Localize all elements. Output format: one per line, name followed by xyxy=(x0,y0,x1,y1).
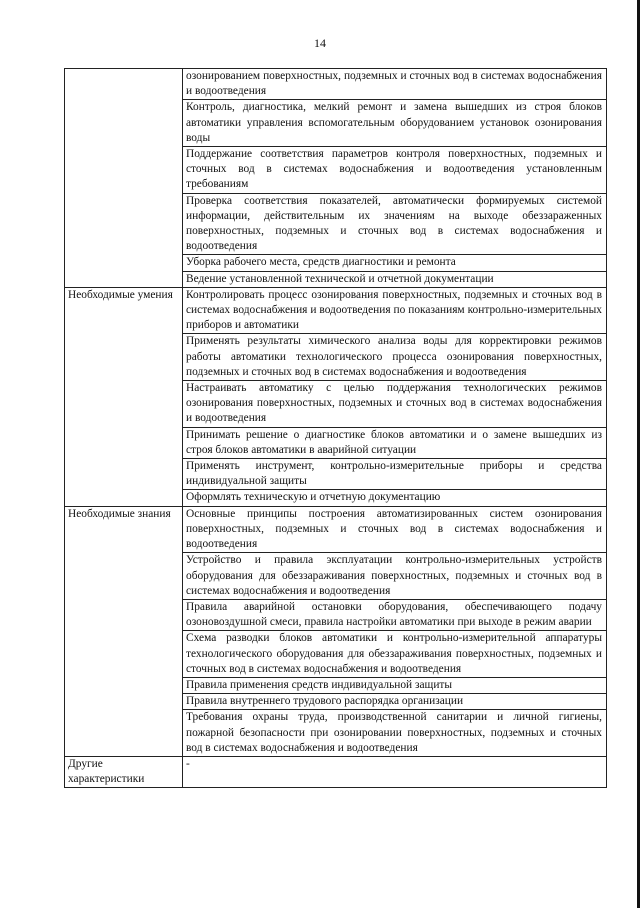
requirement-text: Ведение установленной технической и отчетной документации xyxy=(186,272,494,285)
requirement-text: Применять результаты химического анализа воды для корректировки режимов работы автоматики технологического процесса озонирования поверхностных, подземных и сточных вод в системах водоснабжения и водоотведения xyxy=(186,335,602,378)
section-label-cell xyxy=(65,506,183,756)
requirement-cell xyxy=(183,271,607,287)
requirement-text: Устройство и правила эксплуатации контрольно-измерительных устройств оборудования для обеззараживания поверхностных, подземных и сточных вод в системах водоснабжения и водоотведения xyxy=(186,554,602,597)
requirement-text: Настраивать автоматику с целью поддержания технологических режимов озонирования поверхностных, подземных и сточных вод в системах водоснабжения и водоотведения xyxy=(186,382,602,425)
requirement-text: - xyxy=(186,757,190,770)
requirement-cell xyxy=(183,506,607,553)
requirement-cell xyxy=(183,631,607,678)
requirement-cell xyxy=(183,756,607,787)
requirement-text: Поддержание соответствия параметров контроля поверхностных, подземных и сточных вод в системах водоснабжения и водоотведения установленным требованиям xyxy=(186,148,602,191)
requirement-cell xyxy=(183,381,607,428)
requirement-text: Оформлять техническую и отчетную документацию xyxy=(186,491,441,504)
section-label-cell xyxy=(65,287,183,506)
requirement-cell xyxy=(183,255,607,271)
table-row xyxy=(65,756,607,787)
requirement-cell xyxy=(183,334,607,381)
requirement-text: Схема разводки блоков автоматики и контрольно-измерительной аппаратуры технологического оборудования для обеззараживания поверхностных, подземных и сточных вод в системах водоснабжения и водоотведения xyxy=(186,632,602,675)
requirement-cell xyxy=(183,599,607,630)
requirement-cell xyxy=(183,694,607,710)
requirement-cell xyxy=(183,69,607,100)
requirement-cell xyxy=(183,710,607,757)
requirement-text: Проверка соответствия показателей, автоматически формируемых системой информации, действительным их значениям на выходе обеззараженных поверхностных, подземных и сточных вод в системах водоснабжения и водоотведения xyxy=(186,194,602,253)
requirement-text: Правила аварийной остановки оборудования, обеспечивающего подачу озоновоздушной смеси, правила настройки автоматики при выходе в режим аварии xyxy=(186,600,602,629)
requirement-text: Правила применения средств индивидуальной защиты xyxy=(186,678,453,691)
requirement-text: Контролировать процесс озонирования поверхностных, подземных и сточных вод в системах водоснабжения и водоотведения по показаниям контрольно-измерительных приборов и автоматики xyxy=(186,288,602,332)
requirement-cell xyxy=(183,193,607,255)
requirement-cell xyxy=(183,100,607,147)
requirement-text: озонированием поверхностных, подземных и сточных вод в системах водоснабжения и водоотведения xyxy=(186,70,602,98)
section-label: Другие характеристики xyxy=(68,757,145,786)
requirement-text: Требования охраны труда, производственной санитарии и личной гигиены, пожарной безопасности при озонировании поверхностных, подземных и сточных вод в системах водоснабжения и водоотведения xyxy=(186,711,602,754)
table-row xyxy=(65,287,607,334)
requirement-cell xyxy=(183,459,607,490)
requirement-text: Применять инструмент, контрольно-измерительные приборы и средства индивидуальной защиты xyxy=(186,460,602,488)
requirement-text: Основные принципы построения автоматизированных систем озонирования поверхностных, подземных и сточных вод в системах водоснабжения и водоотведения xyxy=(186,507,602,551)
requirement-cell xyxy=(183,553,607,600)
table-row xyxy=(65,506,607,553)
requirement-cell xyxy=(183,677,607,693)
requirement-text: Уборка рабочего места, средств диагностики и ремонта xyxy=(186,256,456,269)
requirement-text: Правила внутреннего трудового распорядка организации xyxy=(186,695,464,708)
requirement-text: Принимать решение о диагностике блоков автоматики и о замене вышедших из строя блоков автоматики в аварийной ситуации xyxy=(186,428,602,456)
requirement-cell xyxy=(183,490,607,506)
table-row xyxy=(65,69,607,100)
requirement-text: Контроль, диагностика, мелкий ремонт и замена вышедших из строя блоков автоматики управления вспомогательным оборудованием установок озонирования воды xyxy=(186,101,602,144)
requirement-cell xyxy=(183,427,607,458)
section-label-cell xyxy=(65,69,183,288)
section-label-cell xyxy=(65,756,183,787)
page-number: 14 xyxy=(314,36,326,50)
requirement-cell xyxy=(183,287,607,334)
requirements-table xyxy=(64,68,607,788)
requirements-table-body xyxy=(65,69,607,788)
section-label: Необходимые знания xyxy=(68,507,171,520)
requirement-cell xyxy=(183,147,607,194)
section-label: Необходимые умения xyxy=(68,288,173,301)
